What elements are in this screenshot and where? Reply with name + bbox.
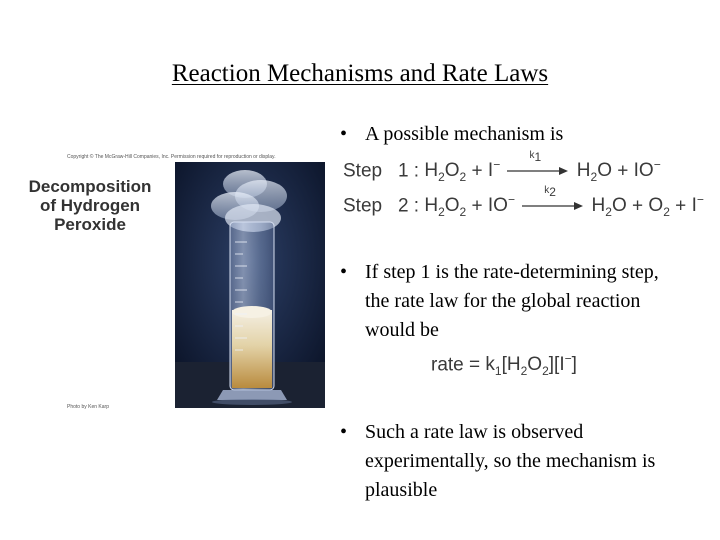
step-number: 2 : xyxy=(397,195,420,217)
bullet-text: If step 1 is the rate-determining step, the rate law for the global reaction would be xyxy=(365,261,659,341)
bullet-conclusion xyxy=(340,418,680,505)
mechanism-step-2 xyxy=(343,185,704,220)
figure-label xyxy=(18,177,162,234)
plus-sign: + xyxy=(675,195,687,217)
plus-sign: + xyxy=(617,160,629,182)
slide-title: Reaction Mechanisms and Rate Laws xyxy=(171,60,549,87)
bullet-mechanism xyxy=(340,120,670,149)
reactant: $H_2O_2$ xyxy=(424,195,467,220)
reactant: $H_2O_2$ xyxy=(424,160,467,185)
bullet-marker: • xyxy=(340,421,348,443)
plus-sign: + xyxy=(632,195,644,217)
figure-label-line: Peroxide xyxy=(54,215,126,234)
step-label: Step xyxy=(343,195,383,217)
copyright-notice: Copyright © The McGraw-Hill Companies, Inc. Permission required for reproduction or display. xyxy=(67,154,276,160)
rate-constant: $k_2$ xyxy=(544,185,556,200)
photo-credit: Photo by Ken Karp xyxy=(67,404,109,410)
step-label: Step xyxy=(343,160,383,182)
reaction-arrow xyxy=(522,185,584,213)
rate-law-equation xyxy=(431,352,577,378)
bullet-text: A possible mechanism is xyxy=(365,123,564,145)
product: I− xyxy=(691,193,704,217)
rate-label: rate xyxy=(431,354,464,376)
graduated-cylinder-photo xyxy=(175,162,325,408)
product: $H_2O$ xyxy=(576,160,612,185)
product: $H_2O$ xyxy=(591,195,627,220)
figure-label-line: of Hydrogen xyxy=(39,196,141,215)
reactant: I− xyxy=(487,158,501,182)
bullet-marker: • xyxy=(340,123,348,145)
plus-sign: + xyxy=(471,160,483,182)
concentration-terms: $[H_2O_2][I^-]$ xyxy=(501,352,577,379)
product: $O_2$ xyxy=(648,195,670,220)
figure-label-line: Decomposition xyxy=(28,177,152,196)
bullet-rate-determining xyxy=(340,258,680,345)
product: IO− xyxy=(633,158,661,182)
reactant: IO− xyxy=(487,193,515,217)
rate-constant: $k_1$ xyxy=(529,150,542,165)
reaction-arrow xyxy=(507,150,569,178)
bullet-text: Such a rate law is observed experimentally, so the mechanism is plausible xyxy=(365,421,656,501)
bullet-marker: • xyxy=(340,261,348,283)
step-number: 1 : xyxy=(397,160,420,182)
mechanism-step-1 xyxy=(343,150,661,185)
plus-sign: + xyxy=(471,195,483,217)
figure-panel xyxy=(12,150,324,408)
rate-constant: $k_1$ xyxy=(485,354,502,379)
equals-sign: = xyxy=(469,354,481,376)
